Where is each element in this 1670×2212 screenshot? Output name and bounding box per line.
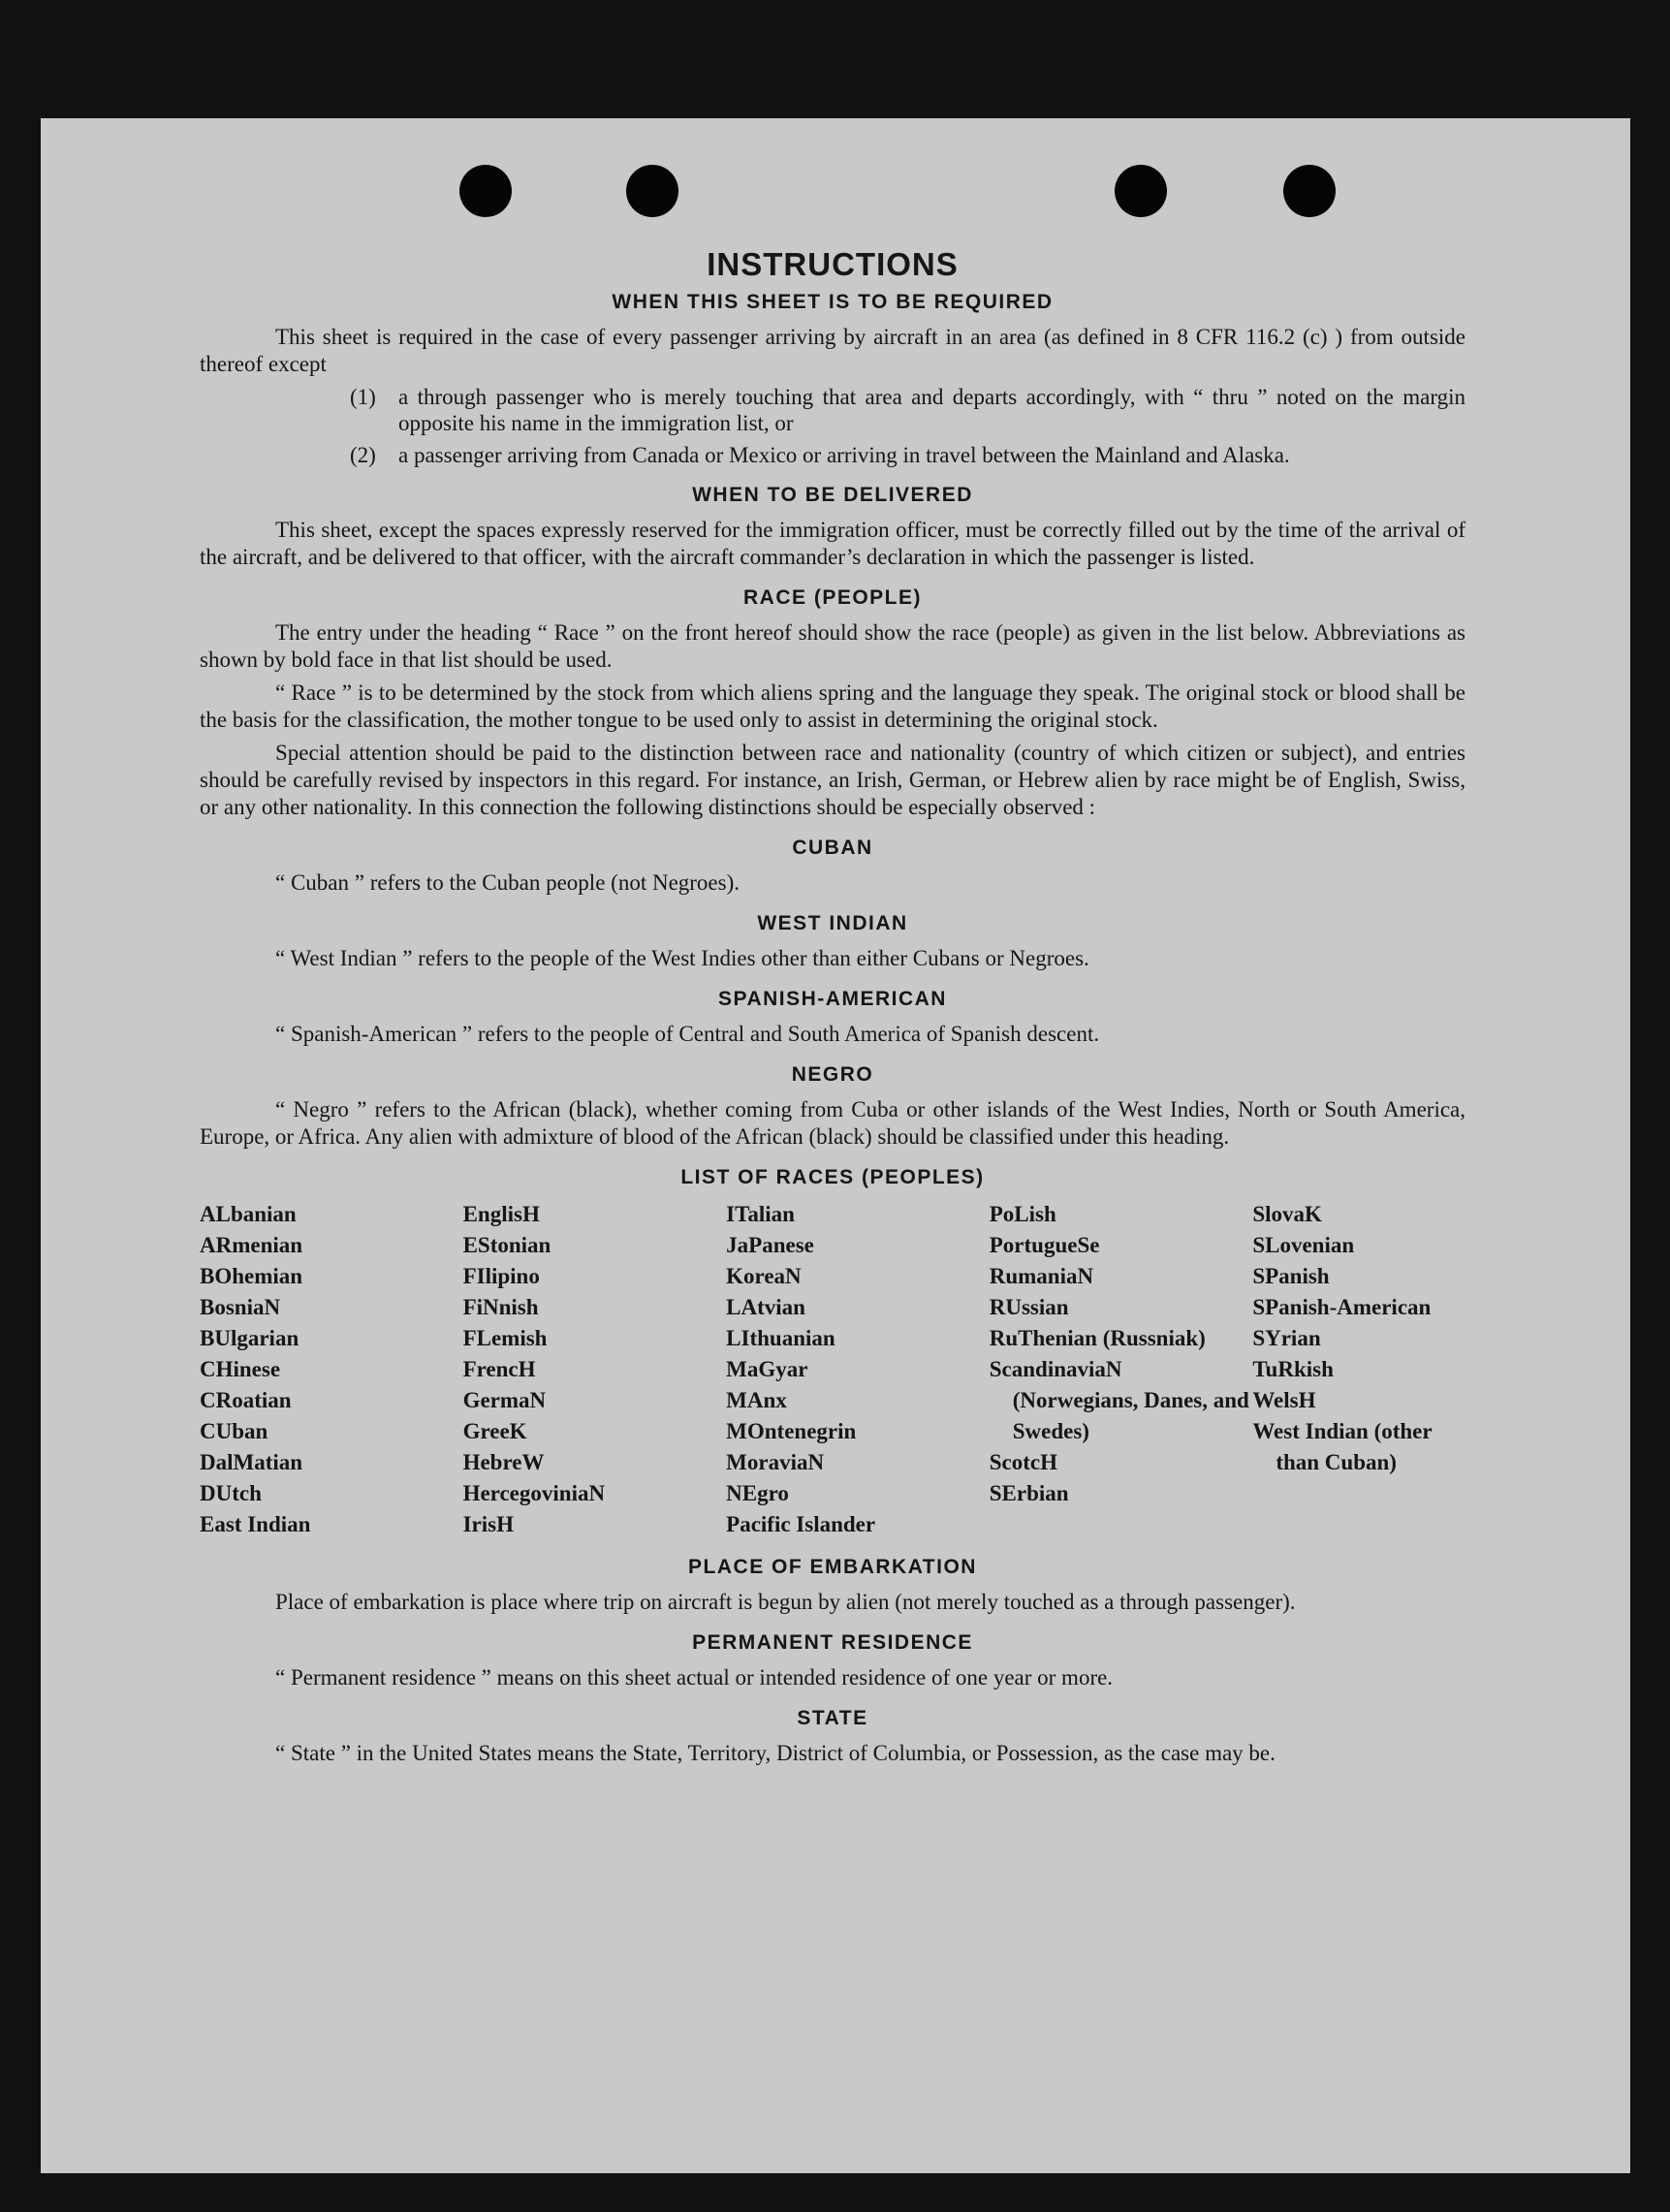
embarkation-text: Place of embarkation is place where trip on aircraft is begun by alien (not merely touched as a through passenger). [275, 1590, 1296, 1614]
races-list [200, 1199, 1465, 1540]
race-entry: SErbian [989, 1481, 1069, 1505]
races-column [1252, 1199, 1465, 1540]
punch-hole [1283, 165, 1336, 217]
race-entry: MOntenegrin [726, 1419, 857, 1443]
state-text: “ State ” in the United States means the State, Territory, District of Columbia, or Possession, as the case may be. [275, 1741, 1276, 1765]
race-entry: IrisH [462, 1512, 514, 1536]
race-entry: FLemish [462, 1326, 548, 1350]
race-entry: PortugueSe [989, 1233, 1100, 1257]
race-entry: GreeK [462, 1419, 527, 1443]
section-heading-west-indian: WEST INDIAN [757, 912, 908, 934]
section-heading-race: RACE (PEOPLE) [742, 586, 922, 609]
race-entry: SLovenian [1252, 1233, 1355, 1257]
exception-number: (2) [350, 443, 376, 467]
race-entry: BosniaN [200, 1295, 281, 1319]
race-entry: DUtch [200, 1481, 262, 1505]
race-entry: LIthuanian [726, 1326, 835, 1350]
exception-number: (1) [350, 385, 376, 409]
race-entry: CRoatian [200, 1388, 292, 1412]
west-indian-text: “ West Indian ” refers to the people of the West Indies other than either Cubans or Negroes. [275, 946, 1089, 970]
race-entry: CHinese [200, 1357, 281, 1381]
race-entry: PoLish [989, 1202, 1056, 1226]
race-entry: MoraviaN [726, 1450, 825, 1474]
race-entry: Pacific Islander [726, 1512, 876, 1536]
section-heading-races-list: LIST OF RACES (PEOPLES) [680, 1166, 985, 1188]
page-title: INSTRUCTIONS [707, 246, 959, 282]
punch-hole [626, 165, 678, 217]
race-entry: KoreaN [726, 1264, 802, 1288]
race-entry: SYrian [1252, 1326, 1321, 1350]
race-entry: FIlipino [462, 1264, 540, 1288]
residence-text: “ Permanent residence ” means on this sheet actual or intended residence of one year or more. [275, 1665, 1114, 1690]
race-entry: LAtvian [726, 1295, 805, 1319]
race-entry: ARmenian [200, 1233, 303, 1257]
section-heading-cuban: CUBAN [792, 837, 873, 859]
race-entry: EStonian [462, 1233, 551, 1257]
section-heading-embarkation: PLACE OF EMBARKATION [688, 1556, 977, 1578]
race-entry: RUssian [989, 1295, 1069, 1319]
race-paragraph-3: Special attention should be paid to the distinction between race and nationality (country of which citizen or subject), and entries should be carefully revised by inspectors in this regard. For instance, an Irish, German, or Hebrew alien by race might be of English, Swiss, or any other nationality. In this connection the following distinctions should be especially observed : [200, 741, 1465, 819]
race-entry: NEgro [726, 1481, 789, 1505]
race-entry: MAnx [726, 1388, 787, 1412]
delivered-text: This sheet, except the spaces expressly reserved for the immigration officer, must be correctly filled out by the time of the arrival of the aircraft, and be delivered to that officer, with the aircraft commander’s declaration in which the passenger is listed. [200, 518, 1465, 569]
races-column [726, 1199, 990, 1540]
race-entry: West Indian (other than Cuban) [1252, 1419, 1433, 1474]
race-entry: ScandinaviaN (Norwegians, Danes, and Swedes) [989, 1357, 1249, 1443]
race-entry: EnglisH [462, 1202, 540, 1226]
races-column [990, 1199, 1253, 1540]
section-heading-required: WHEN THIS SHEET IS TO BE REQUIRED [612, 291, 1054, 313]
spanish-american-text: “ Spanish-American ” refers to the people of Central and South America of Spanish descent. [275, 1022, 1100, 1046]
race-entry: SlovaK [1252, 1202, 1322, 1226]
race-entry: MaGyar [726, 1357, 808, 1381]
race-entry: FrencH [462, 1357, 536, 1381]
race-entry: DalMatian [200, 1450, 303, 1474]
race-entry: HebreW [462, 1450, 545, 1474]
race-entry: SPanish-American [1252, 1295, 1432, 1319]
section-heading-delivered: WHEN TO BE DELIVERED [692, 484, 973, 506]
race-entry: JaPanese [726, 1233, 814, 1257]
race-entry: CUban [200, 1419, 268, 1443]
negro-text: “ Negro ” refers to the African (black), whether coming from Cuba or other islands of the West Indies, North or South America, Europe, or Africa. Any alien with admixture of blood of the African (black) should be classified under this heading. [200, 1097, 1465, 1149]
race-entry: HercegoviniaN [462, 1481, 606, 1505]
exception-text: a through passenger who is merely touching that area and departs accordingly, with “ thru ” noted on the margin opposite his name in the immigration list, or [398, 385, 1465, 435]
exception-text: a passenger arriving from Canada or Mexico or arriving in travel between the Mainland and Alaska. [398, 443, 1290, 467]
section-heading-spanish-american: SPANISH-AMERICAN [718, 988, 947, 1010]
race-entry: ALbanian [200, 1202, 297, 1226]
race-entry: ITalian [726, 1202, 795, 1226]
punch-hole [1115, 165, 1167, 217]
instructions-content [200, 246, 1465, 1773]
race-entry: BOhemian [200, 1264, 303, 1288]
race-entry: SPanish [1252, 1264, 1330, 1288]
race-entry: BUlgarian [200, 1326, 299, 1350]
races-column [200, 1199, 463, 1540]
race-paragraph-2: “ Race ” is to be determined by the stock from which aliens spring and the language they speak. The original stock or blood shall be the basis for the classification, the mother tongue to be used only to assist in determining the original stock. [200, 680, 1465, 732]
race-entry: ScotcH [989, 1450, 1057, 1474]
punch-hole [459, 165, 512, 217]
section-heading-state: STATE [797, 1707, 868, 1729]
exception-item [200, 384, 1465, 436]
section-heading-negro: NEGRO [791, 1063, 874, 1086]
race-entry: TuRkish [1252, 1357, 1334, 1381]
race-entry: GermaN [462, 1388, 547, 1412]
race-entry: FiNnish [462, 1295, 539, 1319]
race-entry: RumaniaN [989, 1264, 1094, 1288]
cuban-text: “ Cuban ” refers to the Cuban people (not Negroes). [275, 870, 740, 895]
section-heading-residence: PERMANENT RESIDENCE [692, 1631, 973, 1654]
race-entry: WelsH [1252, 1388, 1316, 1412]
races-column [463, 1199, 727, 1540]
race-entry: East Indian [200, 1512, 311, 1536]
race-entry: RuThenian (Russniak) [989, 1326, 1206, 1350]
document-sheet [41, 118, 1630, 2173]
required-intro: This sheet is required in the case of every passenger arriving by aircraft in an area (as defined in 8 CFR 116.2 (c) ) from outside thereof except [200, 325, 1465, 376]
exception-item [200, 442, 1465, 468]
race-paragraph-1: The entry under the heading “ Race ” on the front hereof should show the race (people) as given in the list below. Abbreviations as shown by bold face in that list should be used. [200, 620, 1465, 672]
